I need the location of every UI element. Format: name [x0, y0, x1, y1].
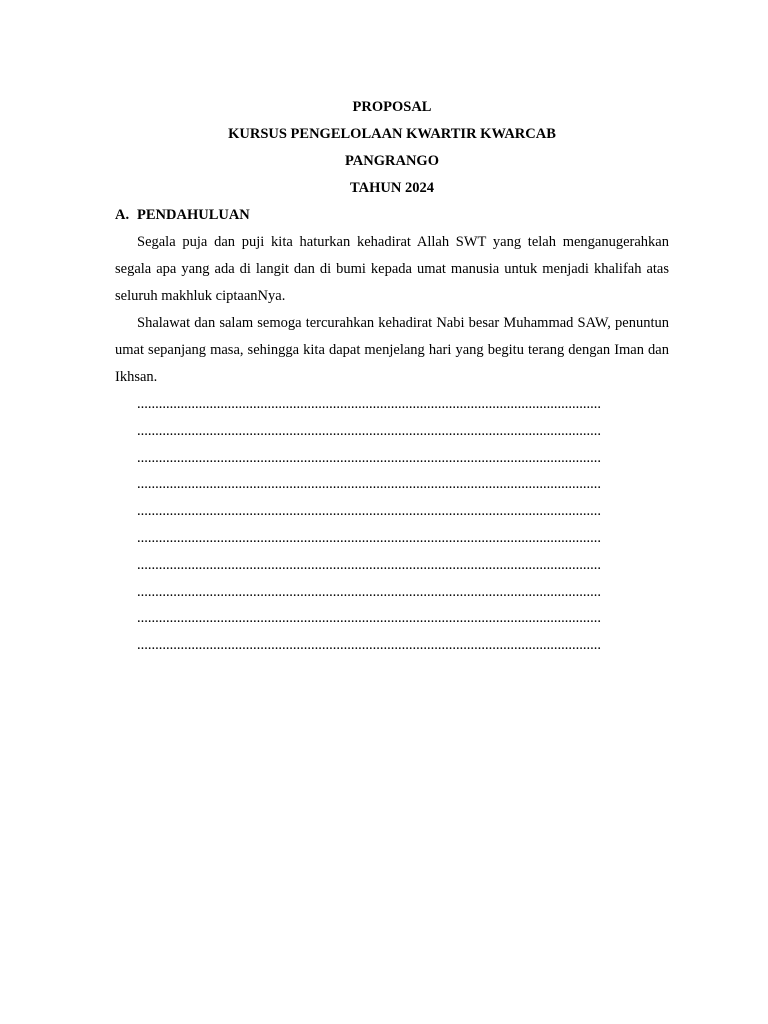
placeholder-line: ................................................................................................................................	[137, 529, 601, 546]
placeholder-line: ................................................................................................................................	[137, 637, 601, 654]
placeholder-line: ................................................................................................................................	[137, 476, 601, 493]
document-content	[115, 94, 669, 659]
year-title: TAHUN 2024	[350, 180, 434, 196]
paragraph-shalawat: Shalawat dan salam semoga tercurahkan kehadirat Nabi besar Muhammad SAW, penuntun umat sepanjang masa, sehingga kita dapat menjelang hari yang begitu terang dengan Iman dan Ikhsan.	[115, 315, 669, 385]
placeholder-line: ................................................................................................................................	[137, 610, 601, 627]
paragraph-opening: Segala puja dan puji kita haturkan kehadirat Allah SWT yang telah menganugerahkan segala apa yang ada di langit dan di bumi kepada umat manusia untuk menjadi khalifah atas seluruh makhluk ciptaanNya.	[115, 234, 669, 304]
course-title: KURSUS PENGELOLAAN KWARTIR KWARCAB	[228, 126, 556, 142]
section-title: PENDAHULUAN	[137, 207, 250, 223]
placeholder-line: ................................................................................................................................	[137, 422, 601, 439]
section-heading	[115, 202, 669, 229]
placeholder-line: ................................................................................................................................	[137, 583, 601, 600]
placeholder-line: ................................................................................................................................	[137, 396, 601, 412]
placeholder-line: ................................................................................................................................	[137, 449, 601, 466]
placeholder-line: ................................................................................................................................	[137, 556, 601, 573]
section-number: A.	[115, 207, 130, 223]
proposal-title: PROPOSAL	[352, 99, 432, 115]
placeholder-line: ................................................................................................................................	[137, 503, 601, 520]
location-title: PANGRANGO	[345, 153, 439, 169]
